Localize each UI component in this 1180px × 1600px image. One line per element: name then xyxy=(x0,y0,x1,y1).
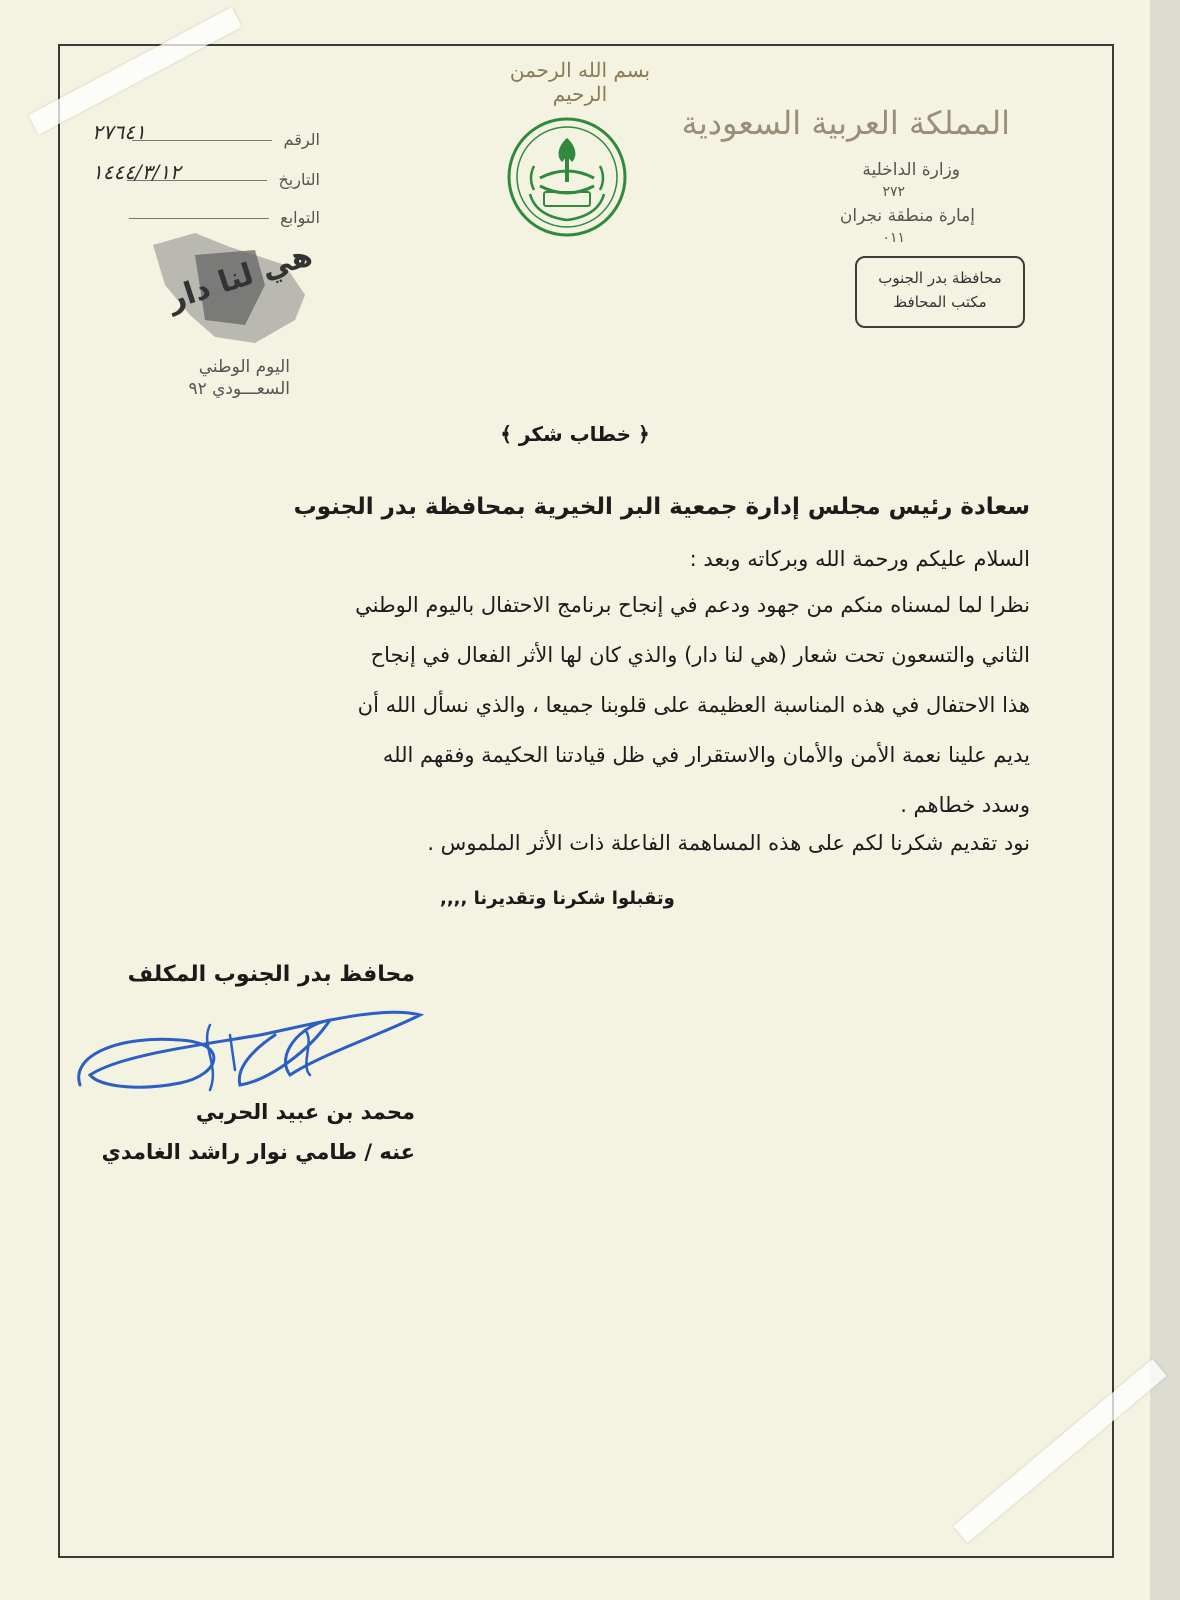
letter-title: ﴿ خطاب شكر ﴾ xyxy=(500,422,650,446)
paragraph-2: نود تقديم شكرنا لكم على هذه المساهمة الفاعلة ذات الأثر الملموس . xyxy=(427,831,1030,855)
ministry-code: ٢٧٢ xyxy=(882,184,905,200)
recipient: سعادة رئيس مجلس إدارة جمعية البر الخيرية بمحافظة بدر الجنوب xyxy=(293,494,1030,520)
number-value: ٢٧٦٤١ xyxy=(92,120,146,144)
handwritten-signature xyxy=(60,995,440,1115)
stamp-line-governorate: محافظة بدر الجنوب xyxy=(878,269,1002,287)
attachments-line xyxy=(129,218,269,219)
closing-line: وتقبلوا شكرنا وتقديرنا ,,,, xyxy=(440,888,675,909)
stamp-line-office: مكتب المحافظ xyxy=(893,293,987,311)
ministry-emblem-icon xyxy=(506,116,628,238)
kingdom-title: المملكة العربية السعودية xyxy=(681,104,1010,142)
paragraph-1-line-5: وسدد خطاهم . xyxy=(900,793,1030,817)
on-behalf-line: عنه / طامي نوار راشد الغامدي xyxy=(101,1140,415,1164)
basmala: بسم الله الرحمن الرحيم xyxy=(509,58,651,106)
attachments-label: التوابع xyxy=(280,208,320,227)
date-value: ١٤٤٤/٣/١٢ xyxy=(92,160,181,184)
number-label: الرقم xyxy=(283,130,320,149)
paragraph-1-line-2: الثاني والتسعون تحت شعار (هي لنا دار) والذي كان لها الأثر الفعال في إنجاح xyxy=(370,643,1030,667)
paragraph-1 xyxy=(140,580,1030,830)
paragraph-1-line-4: يديم علينا نعمة الأمن والأمان والاستقرار في ظل قيادتنا الحكيمة وفقهم الله xyxy=(382,743,1030,767)
emirate-name: إمارة منطقة نجران xyxy=(839,206,975,226)
signatory-title: محافظ بدر الجنوب المكلف xyxy=(127,962,415,987)
emirate-code: ٠١١ xyxy=(882,230,905,246)
governor-office-stamp xyxy=(855,256,1025,328)
paragraph-1-line-1: نظرا لما لمسناه منكم من جهود ودعم في إنجاح برنامج الاحتفال باليوم الوطني xyxy=(355,593,1030,617)
national-day-line-2: السعـــودي ٩٢ xyxy=(188,379,290,399)
national-day-caption xyxy=(140,356,290,400)
paragraph-1-line-3: هذا الاحتفال في هذه المناسبة العظيمة على قلوبنا جميعا ، والذي نسأل الله أن xyxy=(357,693,1030,717)
signatory-name: محمد بن عبيد الحربي xyxy=(195,1100,415,1124)
date-label: التاريخ xyxy=(278,170,320,189)
national-day-line-1: اليوم الوطني xyxy=(198,357,290,377)
slogan-logo: هي لنا دار xyxy=(163,237,317,318)
greeting: السلام عليكم ورحمة الله وبركاته وبعد : xyxy=(689,547,1030,571)
ministry-name: وزارة الداخلية xyxy=(862,160,960,180)
number-line xyxy=(132,140,272,141)
